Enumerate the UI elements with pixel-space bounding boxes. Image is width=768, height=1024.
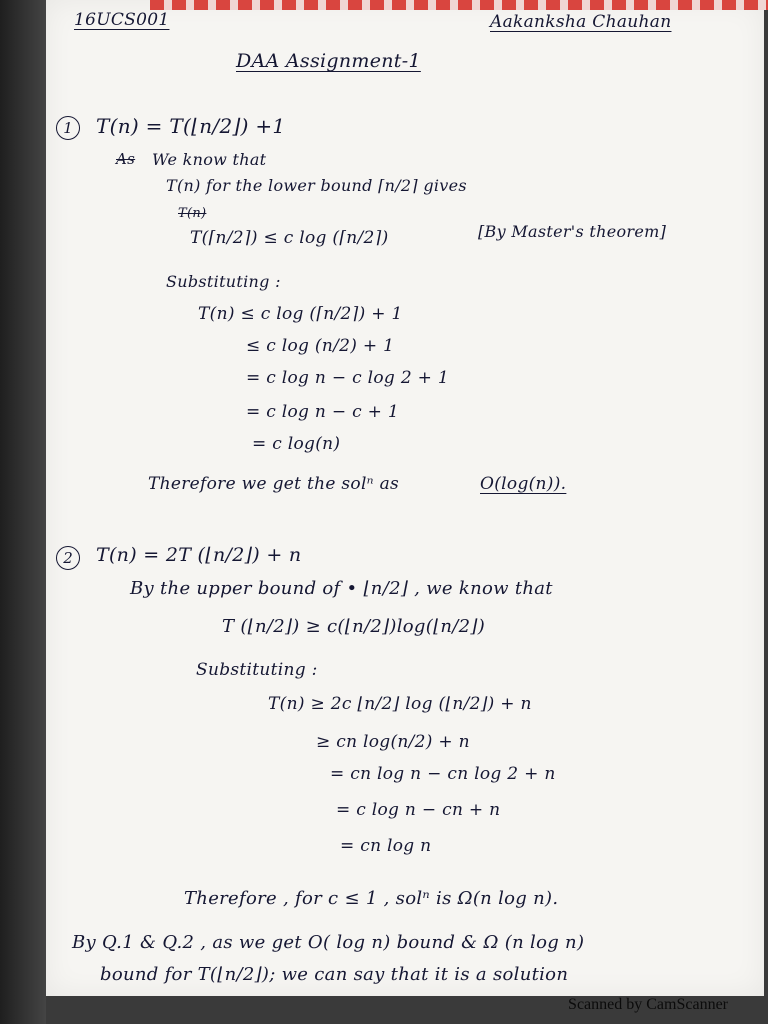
final-statement-line-2: bound for T(⌊n/2⌋); we can say that it is a solution — [100, 964, 569, 985]
q2-line-2: T (⌊n/2⌋) ≥ c(⌊n/2⌋)log(⌊n/2⌋) — [222, 616, 486, 637]
q1-line-2: T(n) for the lower bound ⌈n/2⌉ gives — [166, 176, 467, 195]
q2-step-5: = cn log n — [340, 836, 432, 856]
q1-line-4: T(⌈n/2⌉) ≤ c log (⌈n/2⌉) — [190, 228, 389, 248]
q1-recurrence: T(n) = T(⌊n/2⌋) +1 — [96, 114, 286, 138]
q1-line-1: We know that — [152, 150, 267, 169]
q1-conclusion: Therefore we get the solⁿ as — [148, 474, 400, 494]
q2-step-1: T(n) ≥ 2c ⌊n/2⌋ log (⌊n/2⌋) + n — [268, 694, 532, 714]
q2-step-3: = cn log n − cn log 2 + n — [330, 764, 556, 784]
final-statement-line-1: By Q.1 & Q.2 , as we get O( log n) bound & Ω (n log n) — [72, 932, 585, 953]
q1-substituting-label: Substituting : — [166, 272, 281, 291]
roll-number: 16UCS001 — [74, 10, 170, 30]
q2-step-2: ≥ cn log(n/2) + n — [316, 732, 470, 752]
q1-step-3: = c log n − c log 2 + 1 — [246, 368, 449, 388]
scanner-watermark: Scanned by CamScanner — [568, 996, 728, 1013]
q1-step-4: = c log n − c + 1 — [246, 402, 400, 422]
red-tablecloth-edge — [150, 0, 768, 10]
student-name: Aakanksha Chauhan — [490, 12, 672, 32]
q1-struck-word: As — [116, 150, 136, 168]
assignment-title: DAA Assignment-1 — [236, 50, 421, 72]
q2-recurrence: T(n) = 2T (⌊n/2⌋) + n — [96, 544, 302, 566]
q1-step-1: T(n) ≤ c log (⌈n/2⌉) + 1 — [198, 304, 403, 324]
q1-result: O(log(n)). — [480, 474, 567, 494]
page-edge-shadow — [0, 0, 46, 1024]
question-1-number: 1 — [56, 116, 80, 140]
q2-substituting-label: Substituting : — [196, 660, 318, 680]
q2-step-4: = c log n − cn + n — [336, 800, 501, 820]
q1-step-2: ≤ c log (n/2) + 1 — [246, 336, 395, 356]
q1-step-5: = c log(n) — [252, 434, 341, 454]
q2-line-1: By the upper bound of • ⌊n/2⌋ , we know that — [130, 578, 553, 599]
q1-master-theorem-note: [By Master's theorem] — [478, 222, 667, 241]
q2-conclusion: Therefore , for c ≤ 1 , solⁿ is Ω(n log n). — [184, 888, 559, 909]
question-2-number: 2 — [56, 546, 80, 570]
q1-line-3: T(n) — [178, 206, 207, 221]
